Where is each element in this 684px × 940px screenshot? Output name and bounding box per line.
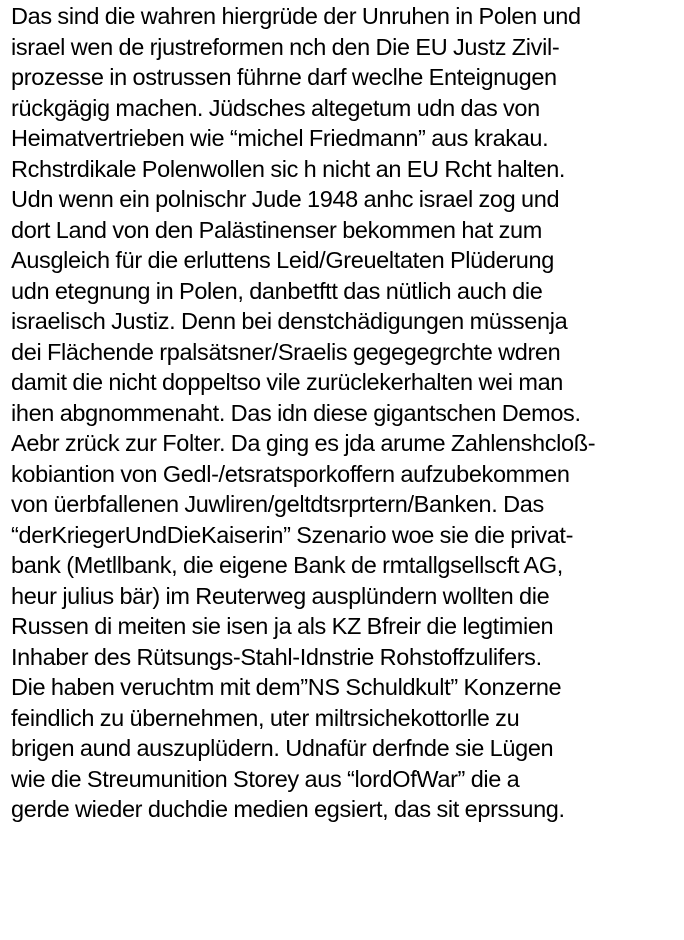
text-line: feindlich zu übernehmen, uter miltrsichekottorlle zu [11, 704, 520, 731]
text-line: prozesse in ostrussen führne darf weclhe Enteignugen [11, 64, 557, 90]
text-line: Ausgleich für die erluttens Leid/Greueltaten Plüderung [11, 247, 554, 273]
text-line: “derKriegerUndDieKaiserin” Szenario woe sie die privat- [11, 521, 574, 548]
text-line: ihen abgnommenaht. Das idn diese gigantschen Demos. [11, 399, 581, 426]
text-line: damit die nicht doppeltso vile zurüclekerhalten wei man [11, 369, 564, 395]
text-line: Die haben veruchtm mit dem”NS Schuldkult” Konzerne [11, 674, 562, 700]
text-line: udn etegnung in Polen, danbetftt das nütlich auch die [11, 277, 543, 304]
text-line: Udn wenn ein polnischr Jude 1948 anhc israel zog und [11, 186, 560, 212]
text-line: Aebr zrück zur Folter. Da ging es jda arume Zahlenshcloß- [11, 430, 596, 456]
text-line: rückgägig machen. Jüdsches altegetum udn das von [11, 94, 540, 121]
text-line: Rchstrdikale Polenwollen sic h nicht an EU Rcht halten. [11, 155, 566, 182]
text-line: israelisch Justiz. Denn bei denstchädigungen müssenja [11, 308, 568, 334]
text-line: brigen aund auszuplüdern. Udnafür derfnde sie Lügen [11, 735, 554, 761]
text-line: Heimatvertrieben wie “michel Friedmann” aus krakau. [11, 125, 549, 151]
text-line: heur julius bär) im Reuterweg ausplündern wollten die [11, 582, 550, 609]
text-line: dei Flächende rpalsätsner/Sraelis gegegegrchte wdren [11, 338, 561, 365]
text-line: israel wen de rjustreformen nch den Die EU Justz Zivil- [11, 33, 560, 60]
text-line: kobiantion von Gedl-/etsratsporkoffern aufzubekommen [11, 460, 570, 487]
text-line: von üerbfallenen Juwliren/geltdtsrprtern/Banken. Das [11, 491, 544, 517]
text-line: Russen di meiten sie isen ja als KZ Bfreir die legtimien [11, 613, 554, 639]
text-line: Das sind die wahren hiergrüde der Unruhen in Polen und [11, 3, 581, 29]
text-line: bank (Metllbank, die eigene Bank de rmtallgsellscft AG, [11, 552, 563, 578]
text-line: Inhaber des Rütsungs-Stahl-Idnstrie Rohstoffzulifers. [11, 643, 542, 670]
text-line: dort Land von den Palästinenser bekommen hat zum [11, 216, 542, 243]
document-body [11, 1, 681, 825]
text-line: gerde wieder duchdie medien egsiert, das sit eprssung. [11, 796, 565, 822]
text-line: wie die Streumunition Storey aus “lordOfWar” die a [11, 765, 520, 792]
